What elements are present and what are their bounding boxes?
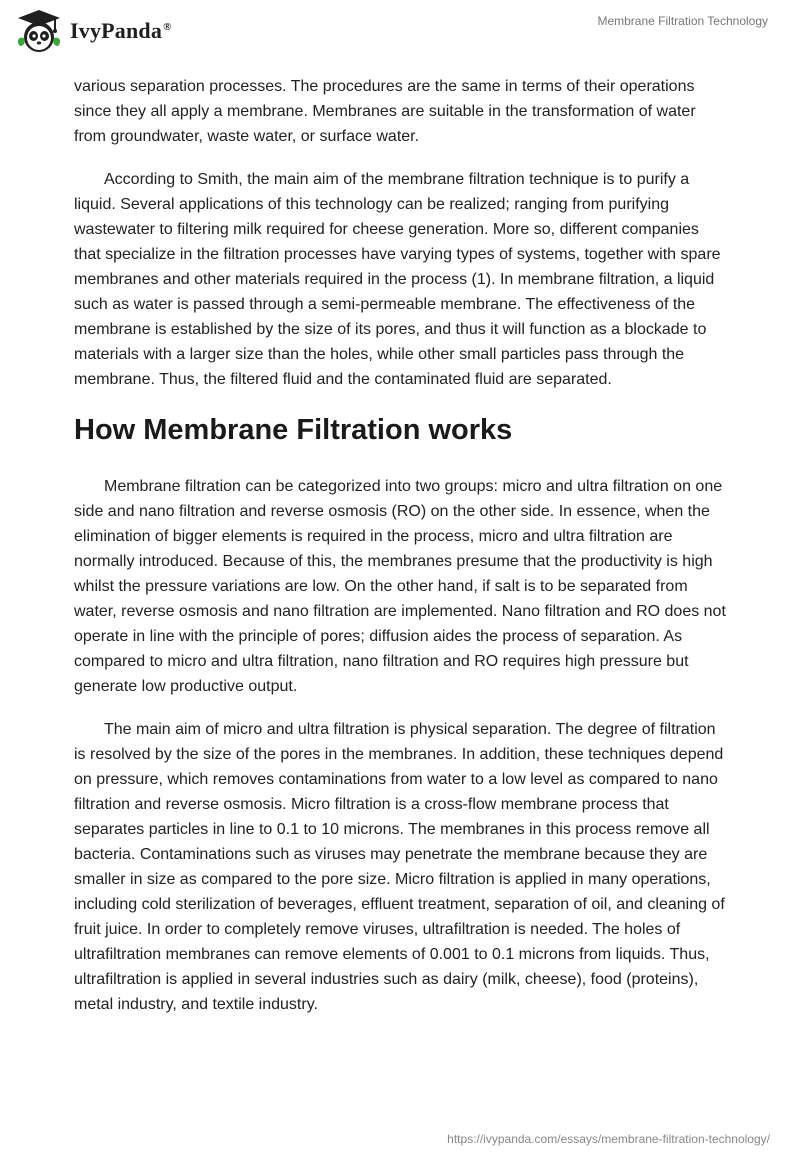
- document-title: Membrane Filtration Technology: [597, 14, 768, 28]
- page-header: [0, 0, 800, 70]
- panda-logo-icon: [14, 8, 64, 54]
- paragraph-categories: Membrane filtration can be categorized into two groups: micro and ultra filtration on one side and nano filtration and reverse osmosis (RO) on the other side. In essence, when the elimination of bigger elements is required in the process, micro and ultra filtration are normally introduced. Because of this, the membranes presume that the productivity is high whilst the pressure variations are low. On the other hand, if salt is to be separated from water, reverse osmosis and nano filtration are implemented. Nano filtration and RO does not operate in line with the principle of pores; diffusion aides the process of separation. As compared to micro and ultra filtration, nano filtration and RO requires high pressure but generate low productive output.: [74, 478, 726, 695]
- paragraph-micro-ultra: The main aim of micro and ultra filtration is physical separation. The degree of filtration is resolved by the size of the pores in the membranes. In addition, these techniques depend on pressure, which removes contaminations from water to a low level as compared to nano filtration and reverse osmosis. Micro filtration is a cross-flow membrane process that separates particles in line to 0.1 to 10 microns. The membranes in this process remove all bacteria. Contaminations such as viruses may penetrate the membrane because they are smaller in size as compared to the pore size. Micro filtration is applied in many operations, including cold sterilization of beverages, effluent treatment, separation of oil, and cleaning of fruit juice. In order to completely remove viruses, ultrafiltration is needed. The holes of ultrafiltration membranes can remove elements of 0.001 to 0.1 microns from liquids. Thus, ultrafiltration is applied in several industries such as dairy (milk, cheese), food (proteins), metal industry, and textile industry.: [74, 721, 725, 1013]
- logo-link[interactable]: [14, 8, 172, 54]
- essay-content: [74, 74, 726, 1035]
- source-url[interactable]: https://ivypanda.com/essays/membrane-filtration-technology/: [447, 1132, 770, 1146]
- section-heading: How Membrane Filtration works: [74, 414, 513, 446]
- registered-mark: ®: [163, 20, 172, 33]
- brand-name: IvyPanda®: [70, 18, 172, 43]
- paragraph-continuation: various separation processes. The procedures are the same in terms of their operations since they all apply a membrane. Membranes are suitable in the transformation of water from groundwater, waste water, or surface water.: [74, 78, 696, 145]
- paragraph-smith: According to Smith, the main aim of the membrane filtration technique is to purify a liquid. Several applications of this technology can be realized; ranging from purifying wastewater to filtering milk required for cheese generation. More so, different companies that specialize in the filtration processes have varying types of systems, together with spare membranes and other materials required in the process (1). In membrane filtration, a liquid such as water is passed through a semi-permeable membrane. The effectiveness of the membrane is established by the size of its pores, and thus it will function as a blockade to materials with a larger size than the holes, while other small particles pass through the membrane. Thus, the filtered fluid and the contaminated fluid are separated.: [74, 171, 721, 388]
